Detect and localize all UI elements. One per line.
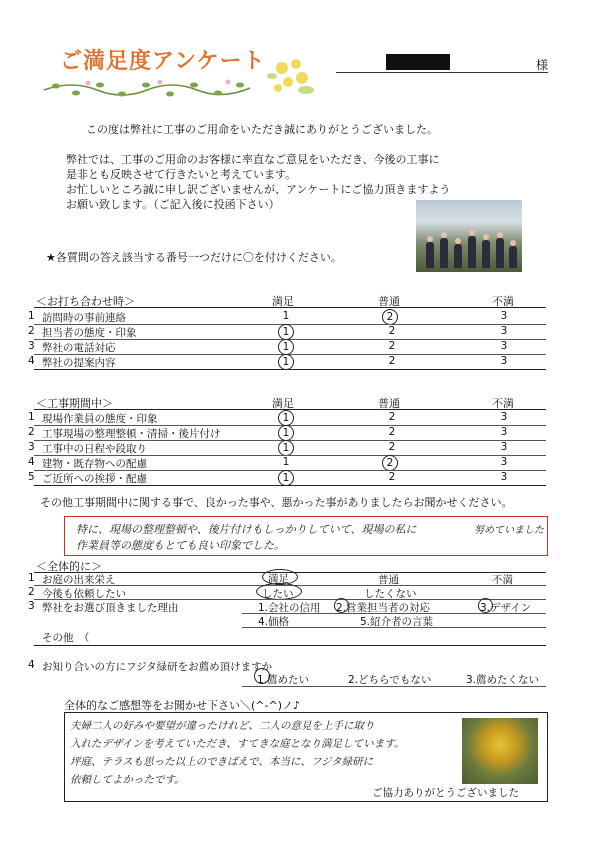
honorific-label: 様 <box>536 58 549 72</box>
option-3[interactable]: 3 <box>500 441 508 453</box>
row-number: 3 <box>28 441 35 453</box>
intro-line-1: 弊社では、工事のご用命のお客様に率直なご意見をいただき、今後の工事に <box>66 153 440 166</box>
thanks-text: ご協力ありがとうございました <box>372 787 519 799</box>
scale-bad: 不満 <box>492 397 514 410</box>
row-label: お庭の出来栄え <box>42 574 116 586</box>
intro-thanks: この度は弊社に工事のご用命をいただき誠にありがとうございました。 <box>86 123 438 136</box>
comments-prompt: 全体的なご感想等をお聞かせ下さい＼(^-^)ノ♪ <box>64 699 301 712</box>
other-answer-line-2: 作業員等の態度もとても良い印象でした。 <box>76 539 285 552</box>
row-label: 建物・既存物への配慮 <box>42 458 147 470</box>
flower-icon <box>266 52 318 98</box>
other-reason-label: その他 （ <box>42 632 90 644</box>
scale-good: 満足 <box>272 397 294 410</box>
row-label: 担当者の態度・印象 <box>42 327 137 339</box>
option-1[interactable]: 1 <box>282 310 290 322</box>
row-label: 弊社の提案内容 <box>42 357 116 369</box>
option-3[interactable]: 3 <box>500 340 508 352</box>
row-label: 工事現場の整理整頓・清掃・後片付け <box>42 428 221 440</box>
scale-normal: 普通 <box>378 397 400 410</box>
option-unsatisfied[interactable]: 不満 <box>492 574 513 586</box>
option-3[interactable]: 3 <box>500 325 508 337</box>
flower-photo <box>462 718 538 784</box>
row-number: 3 <box>28 340 35 352</box>
option-2[interactable]: 2 <box>388 325 396 337</box>
scale-normal: 普通 <box>378 295 400 308</box>
scale-bad: 不満 <box>492 295 514 308</box>
row-number: 1 <box>28 411 35 423</box>
comment-line-1: 夫婦二人の好みや要望が違ったけれど、二人の意見を上手に取り <box>70 720 375 732</box>
option-satisfied-circled[interactable]: 満足 <box>268 573 289 585</box>
reason-sales-response-circled[interactable]: 2.営業担当者の対応 <box>336 602 431 614</box>
option-1-circled[interactable]: 1 <box>278 425 294 441</box>
intro-line-4: お願い致します。（ご記入後に投函下さい） <box>66 198 280 211</box>
row-label: 現場作業員の態度・印象 <box>42 413 158 425</box>
section-title-construction: ＜工事期間中＞ <box>36 397 113 410</box>
staff-photo <box>416 200 522 272</box>
option-1-circled[interactable]: 1 <box>278 339 294 355</box>
row-number: 1 <box>28 572 35 584</box>
intro-line-2: 是非とも反映させて行きたいと考えています。 <box>66 168 297 181</box>
comment-line-4: 依頼してよかったです。 <box>70 774 185 786</box>
option-1-circled[interactable]: 1 <box>278 410 294 426</box>
option-3[interactable]: 3 <box>500 310 508 322</box>
row-number: 3 <box>28 600 35 612</box>
option-not-recommend[interactable]: 3.薦めたくない <box>466 674 540 686</box>
row-label: 弊社の電話対応 <box>42 342 116 354</box>
other-answer-side: 努めていました <box>474 525 544 536</box>
option-2[interactable]: 2 <box>388 411 396 423</box>
reason-price[interactable]: 4.価格 <box>258 616 290 628</box>
reason-design-circled[interactable]: 3.デザイン <box>480 602 532 614</box>
row-number: 1 <box>28 310 35 322</box>
row-number: 2 <box>28 426 35 438</box>
q4-label: お知り合いの方にフジタ緑研をお薦め頂けますか <box>42 661 273 673</box>
option-2[interactable]: 2 <box>388 471 396 483</box>
option-3[interactable]: 3 <box>500 456 508 468</box>
redacted-name <box>386 54 450 70</box>
option-2[interactable]: 2 <box>388 426 396 438</box>
reason-company-trust[interactable]: 1.会社の信用 <box>258 602 321 614</box>
option-3[interactable]: 3 <box>500 411 508 423</box>
page-title: ご満足度アンケート <box>60 49 266 74</box>
reason-referral[interactable]: 5.紹介者の言葉 <box>360 616 434 628</box>
option-neutral[interactable]: 2.どちらでもない <box>348 674 432 686</box>
option-1-circled[interactable]: 1 <box>278 324 294 340</box>
option-1-circled[interactable]: 1 <box>278 354 294 370</box>
row-number: 4 <box>28 355 35 367</box>
option-2-circled[interactable]: 2 <box>382 309 398 325</box>
section-title-meeting: ＜お打ち合わせ時＞ <box>36 295 135 308</box>
row-number: 5 <box>28 471 35 483</box>
intro-line-3: お忙しいところ誠に申し訳ございませんが、アンケートにご協力頂きますよう <box>66 183 451 196</box>
row-number: 4 <box>28 659 35 671</box>
row-label: 今後も依頼したい <box>42 588 126 600</box>
option-want-circled[interactable]: したい <box>262 588 294 600</box>
instruction-text: ★各質問の答え該当する番号一つだけに〇を付けください。 <box>46 251 342 264</box>
row-label: 工事中の日程や段取り <box>42 443 147 455</box>
other-answer-line-1: 特に、現場の整理整頓や、後片付けもしっかりしていて、現場の私に <box>76 523 417 536</box>
option-recommend-circled[interactable]: 1.薦めたい <box>257 674 310 686</box>
vine-decoration <box>42 74 252 100</box>
comment-line-3: 坪庭、テラスも思った以上のできばえで、本当に、フジタ緑研に <box>70 756 374 768</box>
option-2[interactable]: 2 <box>388 340 396 352</box>
option-3[interactable]: 3 <box>500 471 508 483</box>
row-label: 弊社をお選び頂きました理由 <box>42 602 179 614</box>
option-3[interactable]: 3 <box>500 426 508 438</box>
option-1-circled[interactable]: 1 <box>278 440 294 456</box>
name-underline <box>336 72 548 73</box>
option-2[interactable]: 2 <box>388 355 396 367</box>
scale-good: 満足 <box>272 295 294 308</box>
option-1[interactable]: 1 <box>282 456 290 468</box>
option-2-circled[interactable]: 2 <box>382 455 398 471</box>
option-2[interactable]: 2 <box>388 441 396 453</box>
option-1-circled[interactable]: 1 <box>278 470 294 486</box>
row-label: ご近所への挨拶・配慮 <box>42 473 147 485</box>
section-title-overall: ＜全体的に＞ <box>36 560 102 573</box>
row-number: 4 <box>28 456 35 468</box>
comment-line-2: 入れたデザインを考えていただき、すてきな庭となり満足しています。 <box>70 738 405 750</box>
option-not-want[interactable]: したくない <box>364 588 417 600</box>
row-number: 2 <box>28 586 35 598</box>
option-normal[interactable]: 普通 <box>378 574 399 586</box>
row-number: 2 <box>28 325 35 337</box>
option-3[interactable]: 3 <box>500 355 508 367</box>
other-question: その他工事期間中に関する事で、良かった事や、悪かった事がありましたらお聞かせください。 <box>40 496 513 509</box>
row-label: 訪問時の事前連絡 <box>42 312 126 324</box>
